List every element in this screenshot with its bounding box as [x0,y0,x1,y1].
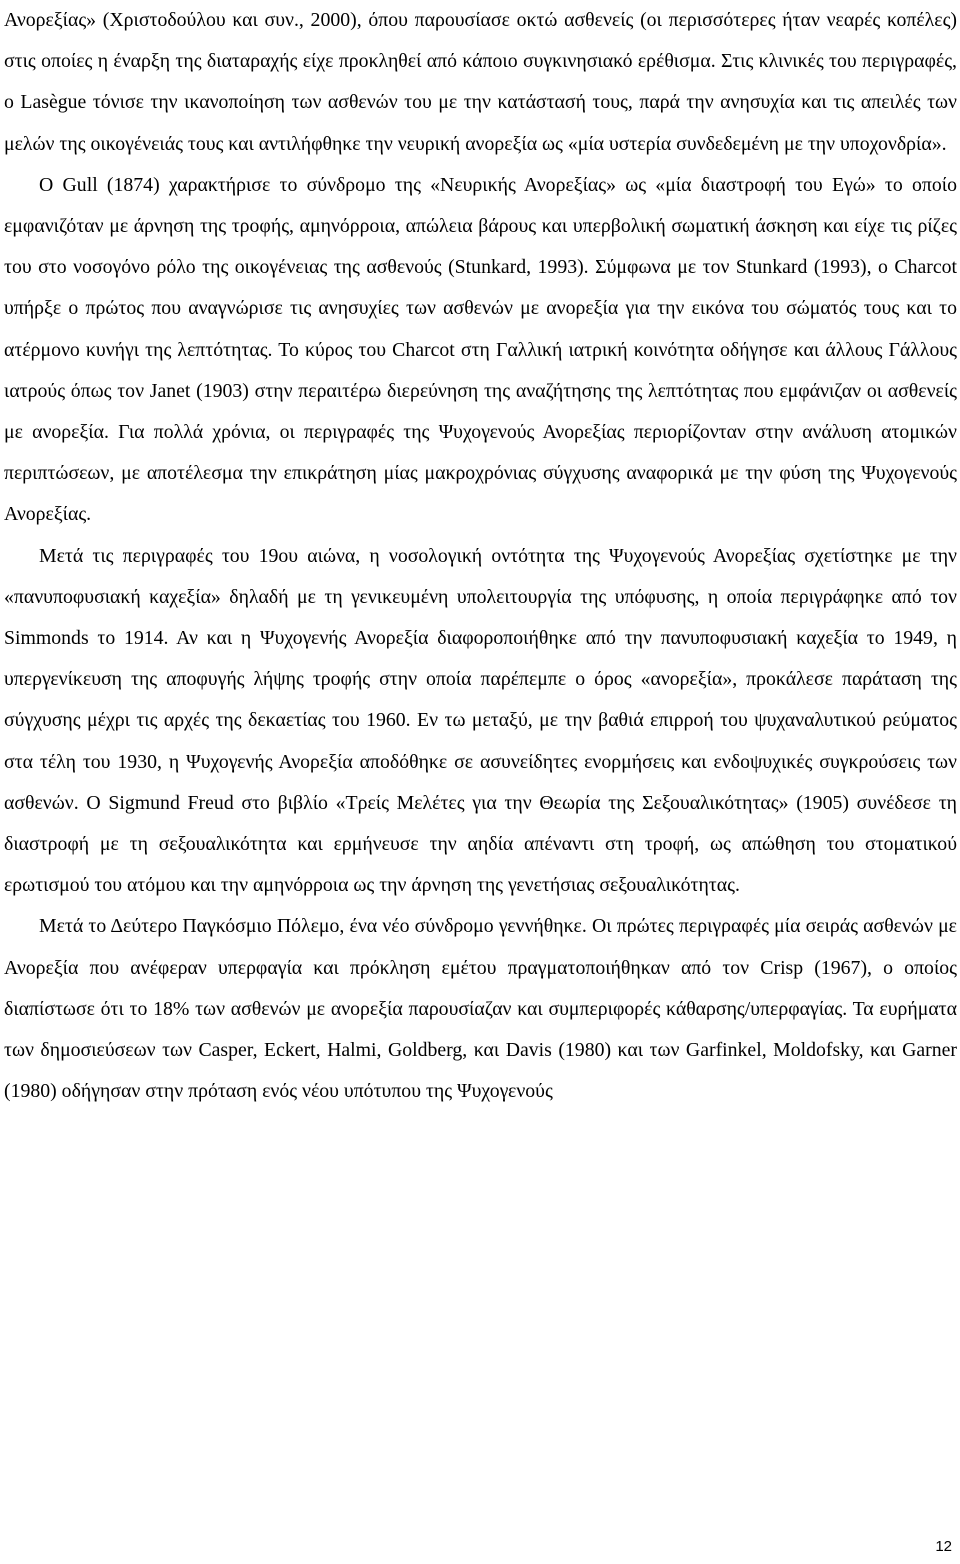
paragraph-post-war: Μετά το Δεύτερο Παγκόσμιο Πόλεμο, ένα νέο σύνδρομο γεννήθηκε. Οι πρώτες περιγραφές μία σειράς ασθενών με Ανορεξία που ανέφεραν υπερφαγία και πρόκληση εμέτου πραγματοποιήθηκαν από τον Crisp (1967), ο οποίος διαπίστωσε ότι το 18% των ασθενών με ανορεξία παρουσίαζαν και συμπεριφορές κάθαρσης/υπερφαγίας. Τα ευρήματα των δημοσιεύσεων των Casper, Eckert, Halmi, Goldberg, και Davis (1980) και των Garfinkel, Moldofsky, και Garner (1980) οδήγησαν στην πρόταση ενός νέου υπότυπου της Ψυχογενούς [4,915,957,1103]
paragraph-gull: Ο Gull (1874) χαρακτήρισε το σύνδρομο της «Νευρικής Ανορεξίας» ως «μία διαστροφή του Εγώ» το οποίο εμφανιζόταν με άρνηση της τροφής, αμηνόρροια, απώλεια βάρους και υπερβολική σωματική άσκηση και είχε τις ρίζες του στο νοσογόνο ρόλο της οικογένειας της ασθενούς (Stunkard, 1993). Σύμφωνα με τον Stunkard (1993), ο Charcot υπήρξε ο πρώτος που αναγνώρισε τις ανησυχίες των ασθενών με ανορεξία για την εικόνα του σώματός τους και το ατέρμονο κυνήγι της λεπτότητας. Το κύρος του Charcot στη Γαλλική ιατρική κοινότητα οδήγησε και άλλους Γάλλους ιατρούς όπως τον Janet (1903) στην περαιτέρω διερεύνηση της αναζήτησης της λεπτότητας που εμφάνιζαν οι ασθενείς με ανορεξία. Για πολλά χρόνια, οι περιγραφές της Ψυχογενούς Ανορεξίας περιορίζονταν στην ανάλυση ατομικών περιπτώσεων, με αποτέλεσμα την επικράτηση μίας μακροχρόνιας σύγχυσης αναφορικά με την φύση της Ψυχογενούς Ανορεξίας. [4,173,957,526]
paragraph-continuation: Ανορεξίας» (Χριστοδούλου και συν., 2000), όπου παρουσίασε οκτώ ασθενείς (οι περισσότερες ήταν νεαρές κοπέλες) στις οποίες η έναρξη της διαταραχής είχε προκληθεί από κάποιο συγκινησιακό ερέθισμα. Στις κλινικές του περιγραφές, ο Lasègue τόνισε την ικανοποίηση των ασθενών του με την κατάστασή τους, παρά την ανησυχία και τις απειλές των μελών της οικογένειάς τους και αντιλήφθηκε την νευρική ανορεξία ως «μία υστερία συνδεδεμένη με την υποχονδρία». [4,9,957,155]
document-page [4,0,957,1112]
page-number: 12 [935,1538,952,1555]
paragraph-19th-century: Μετά τις περιγραφές του 19ου αιώνα, η νοσολογική οντότητα της Ψυχογενούς Ανορεξίας σχετίστηκε με την «πανυποφυσιακή καχεξία» δηλαδή με τη γενικευμένη υπολειτουργία της υπόφυσης, η οποία περιγράφηκε από τον Simmonds το 1914. Αν και η Ψυχογενής Ανορεξία διαφοροποιήθηκε από την πανυποφυσιακή καχεξία το 1949, η υπεργενίκευση της αποφυγής λήψης τροφής στην οποία παρέπεμπε ο όρος «ανορεξία», προκάλεσε παράταση της σύγχυσης μέχρι τις αρχές της δεκαετίας του 1960. Εν τω μεταξύ, με την βαθιά επιρροή του ψυχαναλυτικού ρεύματος στα τέλη του 1930, η Ψυχογενής Ανορεξία αποδόθηκε σε ασυνείδητες ενορμήσεις και ενδοψυχικές συγκρούσεις των ασθενών. Ο Sigmund Freud στο βιβλίο «Τρείς Μελέτες για την Θεωρία της Σεξουαλικότητας» (1905) συνέδεσε τη διαστροφή με τη σεξουαλικότητα και ερμήνευσε την αηδία απέναντι στη τροφή, ως απώθηση του στοματικού ερωτισμού του ατόμου και την αμηνόρροια ως την άρνηση της γενετήσιας σεξουαλικότητας. [4,544,957,897]
